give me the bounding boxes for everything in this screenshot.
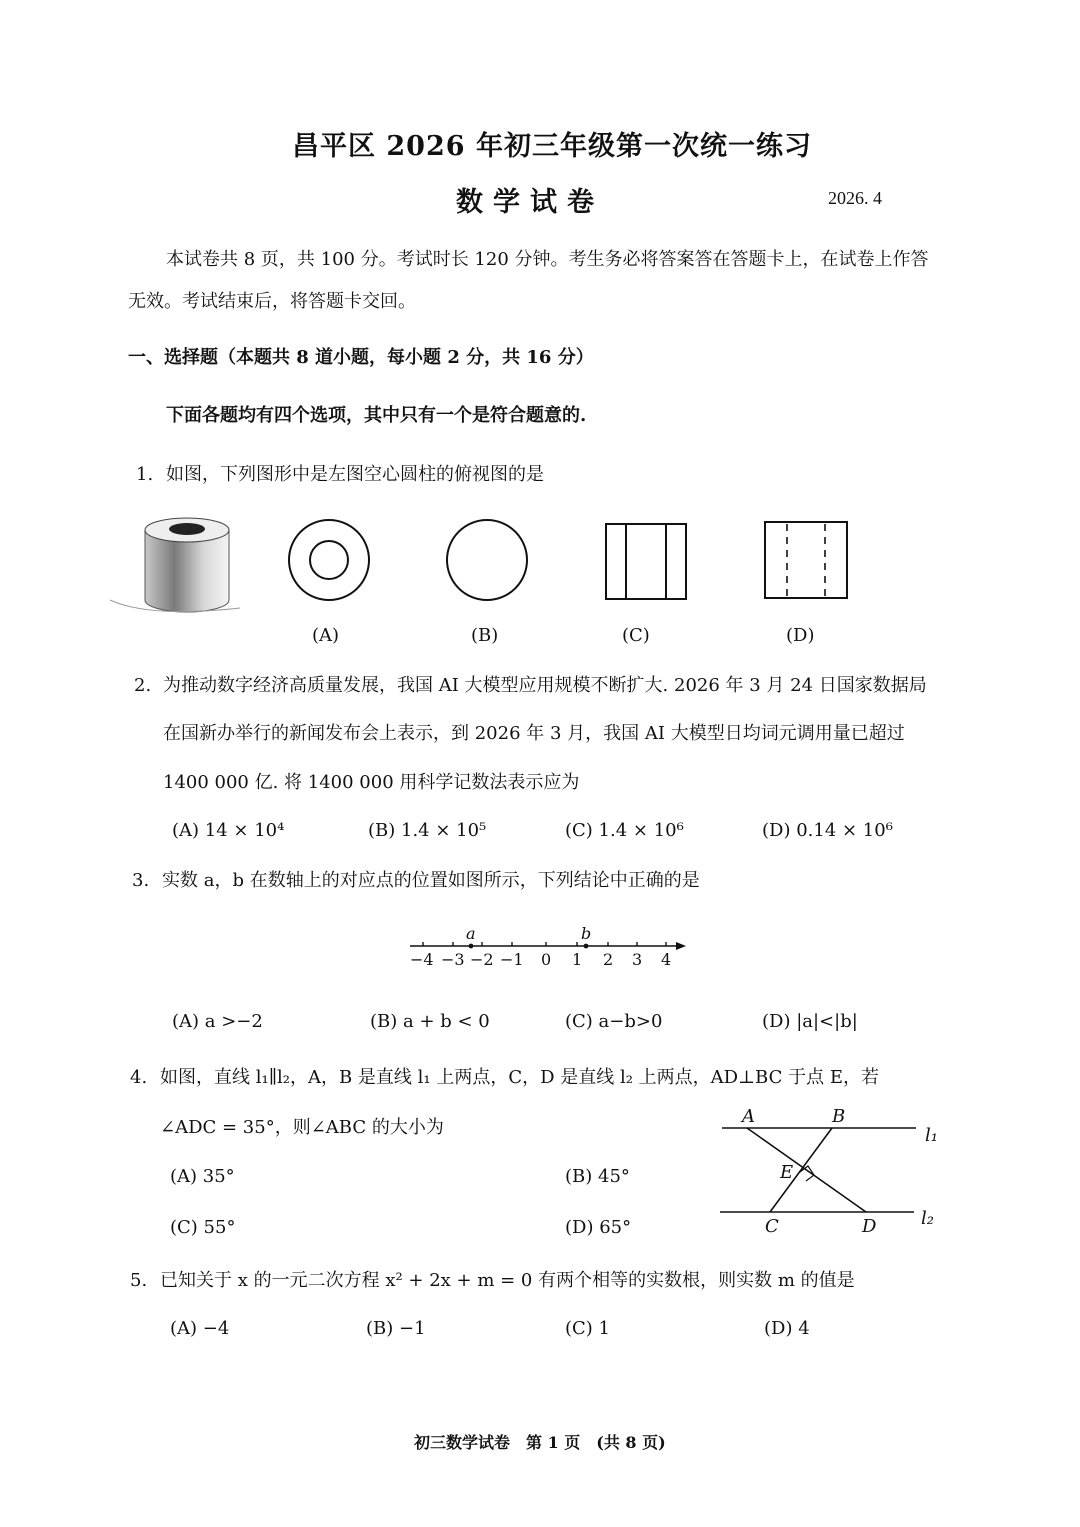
instructions-line-2: 无效。考试结束后，将答题卡交回。 <box>128 291 416 312</box>
question-4-option-a: (A) 35° <box>170 1166 235 1187</box>
question-1-option-b-label: (B) <box>471 625 499 646</box>
tick-label: −1 <box>500 950 524 969</box>
figure-label-l2: l₂ <box>921 1208 934 1229</box>
question-2-option-d: (D) 0.14 × 10⁶ <box>762 820 893 841</box>
question-1-text: 如图，下列图形中是左图空心圆柱的俯视图的是 <box>166 464 544 485</box>
question-2-option-b: (B) 1.4 × 10⁵ <box>368 820 487 841</box>
question-4-option-d: (D) 65° <box>565 1217 632 1238</box>
figure-label-c: C <box>765 1216 779 1237</box>
question-5-number: 5. <box>130 1270 148 1291</box>
number-line-point-a-label: a <box>466 924 476 943</box>
page-subtitle: 数学试卷 <box>456 187 604 218</box>
tick-label: −2 <box>470 950 494 969</box>
figure-label-d: D <box>862 1216 877 1237</box>
figure-label-b: B <box>832 1106 846 1127</box>
figure-label-e: E <box>780 1162 794 1183</box>
question-4-option-b: (B) 45° <box>565 1166 630 1187</box>
instructions-line-1: 本试卷共 8 页，共 100 分。考试时长 120 分钟。考生务必将答案答在答题卡上，在试卷上作答 <box>166 249 929 270</box>
section-heading: 一、选择题（本题共 8 道小题，每小题 2 分，共 16 分） <box>128 347 594 368</box>
tick-label: −4 <box>410 950 434 969</box>
segment-ad <box>747 1128 866 1212</box>
question-3-option-a: (A) a >−2 <box>172 1011 263 1032</box>
question-3-number: 3. <box>132 870 150 891</box>
question-2-number: 2. <box>134 675 152 696</box>
question-1-option-a-label: (A) <box>312 625 340 646</box>
figure-label-l1: l₁ <box>925 1125 938 1146</box>
question-2-line-3: 1400 000 亿. 将 1400 000 用科学记数法表示应为 <box>163 772 580 793</box>
tick-label: 2 <box>603 950 614 969</box>
page-title: 昌平区 2026 年初三年级第一次统一练习 <box>292 131 812 162</box>
question-5-option-a: (A) −4 <box>170 1318 230 1339</box>
question-4-line-1: 如图，直线 l₁∥l₂，A，B 是直线 l₁ 上两点，C，D 是直线 l₂ 上两点，AD⊥BC 于点 E，若 <box>160 1067 879 1088</box>
question-3-option-b: (B) a + b < 0 <box>370 1011 490 1032</box>
question-1-number: 1. <box>136 464 154 485</box>
figure-label-a: A <box>742 1106 755 1127</box>
tick-label: −3 <box>441 950 465 969</box>
tick-label: 4 <box>661 950 672 969</box>
question-1-option-d-label: (D) <box>786 625 815 646</box>
question-2-option-c: (C) 1.4 × 10⁶ <box>565 820 684 841</box>
question-2-line-2: 在国新办举行的新闻发布会上表示，到 2026 年 3 月，我国 AI 大模型日均词元调用量已超过 <box>163 723 905 744</box>
page-footer: 初三数学试卷 第 1 页 (共 8 页) <box>414 1433 666 1452</box>
question-5-text: 已知关于 x 的一元二次方程 x² + 2x + m = 0 有两个相等的实数根，则实数 m 的值是 <box>160 1270 855 1291</box>
tick-label: 0 <box>541 950 552 969</box>
question-2-line-1: 为推动数字经济高质量发展，我国 AI 大模型应用规模不断扩大. 2026 年 3 月 24 日国家数据局 <box>163 675 927 696</box>
question-3-option-c: (C) a−b>0 <box>565 1011 663 1032</box>
question-3-option-d: (D) |a|<|b| <box>762 1011 858 1032</box>
question-5-option-d: (D) 4 <box>764 1318 810 1339</box>
question-2-option-a: (A) 14 × 10⁴ <box>172 820 285 841</box>
question-5-option-b: (B) −1 <box>366 1318 426 1339</box>
question-4-option-c: (C) 55° <box>170 1217 236 1238</box>
number-line-point-b-label: b <box>581 924 592 943</box>
tick-label: 1 <box>572 950 583 969</box>
tick-label: 3 <box>632 950 643 969</box>
question-1-option-c-label: (C) <box>622 625 650 646</box>
question-5-option-c: (C) 1 <box>565 1318 610 1339</box>
question-4-line-2: ∠ADC = 35°，则∠ABC 的大小为 <box>160 1117 444 1138</box>
section-note: 下面各题均有四个选项，其中只有一个是符合题意的. <box>166 405 587 426</box>
question-4-number: 4. <box>130 1067 148 1088</box>
exam-date: 2026. 4 <box>828 188 882 208</box>
question-3-text: 实数 a，b 在数轴上的对应点的位置如图所示，下列结论中正确的是 <box>162 870 700 891</box>
